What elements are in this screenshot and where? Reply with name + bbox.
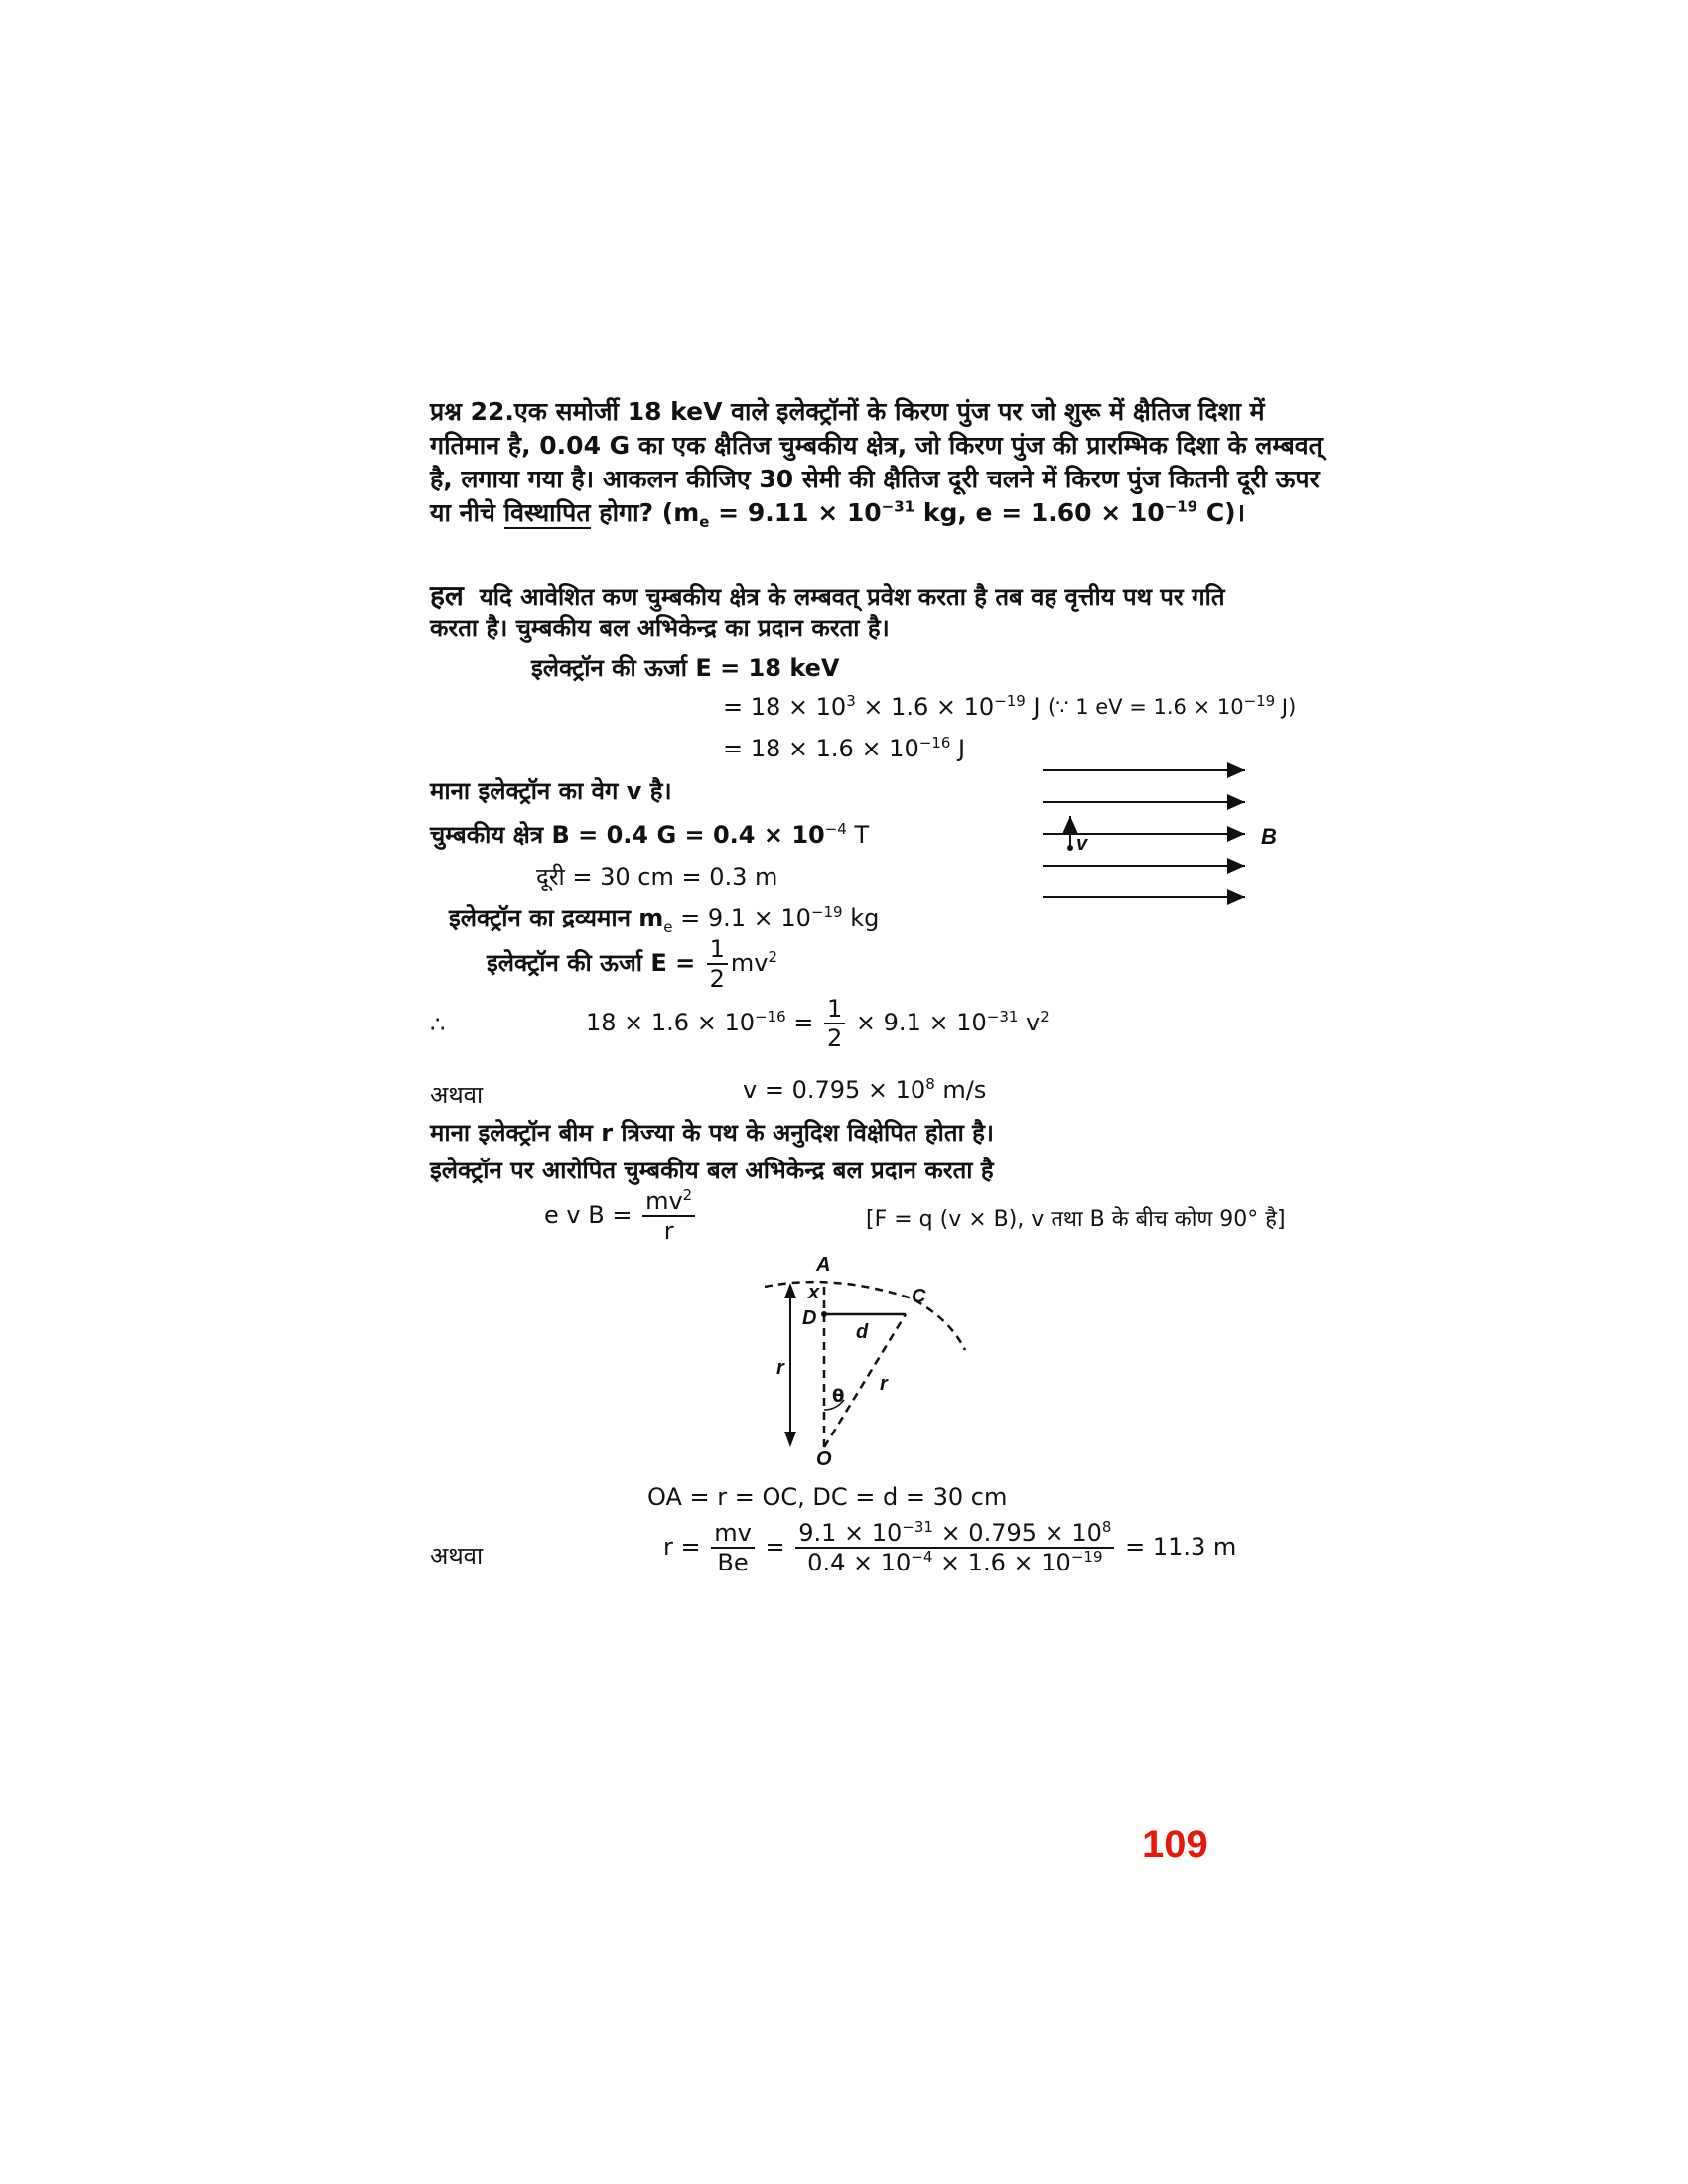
oa-relation: OA = r = OC, DC = d = 30 cm (647, 1483, 1008, 1511)
label-r-left: r (776, 1357, 784, 1379)
energy-equation: $18 \times 1.6 \times 10^{-16}$ = $\frac{1}{2}$ × $9.1 \times 10^{-31}$ $v^2$ (586, 995, 1050, 1052)
solution-intro-1: हल यदि आवेशित कण चुम्बकीय क्षेत्र के लम्बवत् प्रवेश करता है तब वह वृत्तीय पथ पर गति (430, 579, 1225, 612)
ev-note: (∵ 1 eV = $1.6 \times 10^{-19}$ J) (1048, 692, 1297, 719)
athva-1: अथवा (430, 1081, 484, 1109)
label-B: B (1261, 824, 1277, 849)
force-note: [F = q (v × B), v तथा B के बीच कोण 90° है] (866, 1207, 1286, 1232)
question-line-1: प्रश्न 22.एक समोर्जी 18 keV वाले इलेक्ट्रॉनों के किरण पुंज पर जो शुरू में क्षैतिज दिशा में (430, 397, 1265, 426)
electron-mass: इलेक्ट्रॉन का द्रव्यमान $m_e = 9.1 \times 10^{-19}$ kg (449, 903, 880, 936)
beam-assumption: माना इलेक्ट्रॉन बीम r त्रिज्या के पथ के अनुदिश विक्षेपित होता है। (430, 1119, 994, 1147)
label-x: x (808, 1282, 820, 1303)
label-C: C (912, 1286, 926, 1307)
question-line-3: है, लगाया गया है। आकलन कीजिए 30 सेमी की क्षैतिज दूरी चलने में किरण पुंज कितनी दूरी ऊपर (430, 465, 1320, 493)
magnetic-field-value: चुम्बकीय क्षेत्र B = 0.4 $G = 0.4 \times 10^{-4}$ T (430, 820, 870, 849)
label-d: d (856, 1321, 869, 1343)
solution-intro-2: करता है। चुम्बकीय बल अभिकेन्द्र का प्रदान करता है। (430, 614, 890, 642)
energy-step-1: = $18 \times 10^3 \times 1.6 \times 10^{-19}$ J (723, 692, 1041, 721)
therefore-symbol: ∴ (430, 1011, 446, 1038)
label-D: D (802, 1307, 817, 1329)
question-line-2: गतिमान है, 0.04 G का एक क्षैतिज चुम्बकीय क्षेत्र, जो किरण पुंज की प्रारम्भिक दिशा के लम्बवत् (430, 431, 1323, 460)
label-v: v (1076, 833, 1088, 855)
kinetic-energy-formula: इलेक्ट्रॉन की ऊर्जा E = $\frac{1}{2}$ $mv^2$ (487, 935, 777, 993)
label-O: O (816, 1448, 832, 1469)
solution-label: हल (430, 579, 464, 612)
label-r-right: r (880, 1373, 888, 1395)
athva-2: अथवा (430, 1542, 484, 1570)
velocity-assumption: माना इलेक्ट्रॉन का वेग v है। (430, 777, 672, 805)
energy-label: इलेक्ट्रॉन की ऊर्जा E = 18 keV (531, 654, 840, 682)
label-A: A (816, 1254, 831, 1276)
radius-formula: r = $\frac{mv}{Be}$ = $\frac{9.1 \times 10^{-31} \times 0.795 \times 10^8}{0.4 \times 10^{-4} \times 1.6 \times 10^{-19}}$ = 11.3 m (663, 1518, 1237, 1576)
question-line-4: या नीचे विस्थापित होगा? ($m_e = 9.11 \times 10^{-31}$ kg, $e = 1.60 \times 10^{-19}$ C)। (430, 497, 1246, 531)
force-text: इलेक्ट्रॉन पर आरोपित चुम्बकीय बल अभिकेन्द्र बल प्रदान करता है (430, 1157, 994, 1184)
deflection-diagram (745, 1251, 983, 1469)
question-label: प्रश्न 22. (430, 397, 514, 426)
energy-step-2: = $18 \times 1.6 \times 10^{-16}$ J (723, 734, 966, 762)
field-lines-diagram (1033, 754, 1291, 913)
label-theta: θ (832, 1386, 845, 1407)
evb-formula: e v B = $\frac{mv^2}{r}$ (544, 1187, 698, 1245)
distance-value: दूरी = 30 cm = 0.3 m (536, 863, 778, 890)
underlined-word: विस्थापित (503, 498, 591, 527)
velocity-result: $v = 0.795 \times 10^8$ m/s (743, 1075, 987, 1104)
page-number: 109 (1142, 1823, 1208, 1866)
